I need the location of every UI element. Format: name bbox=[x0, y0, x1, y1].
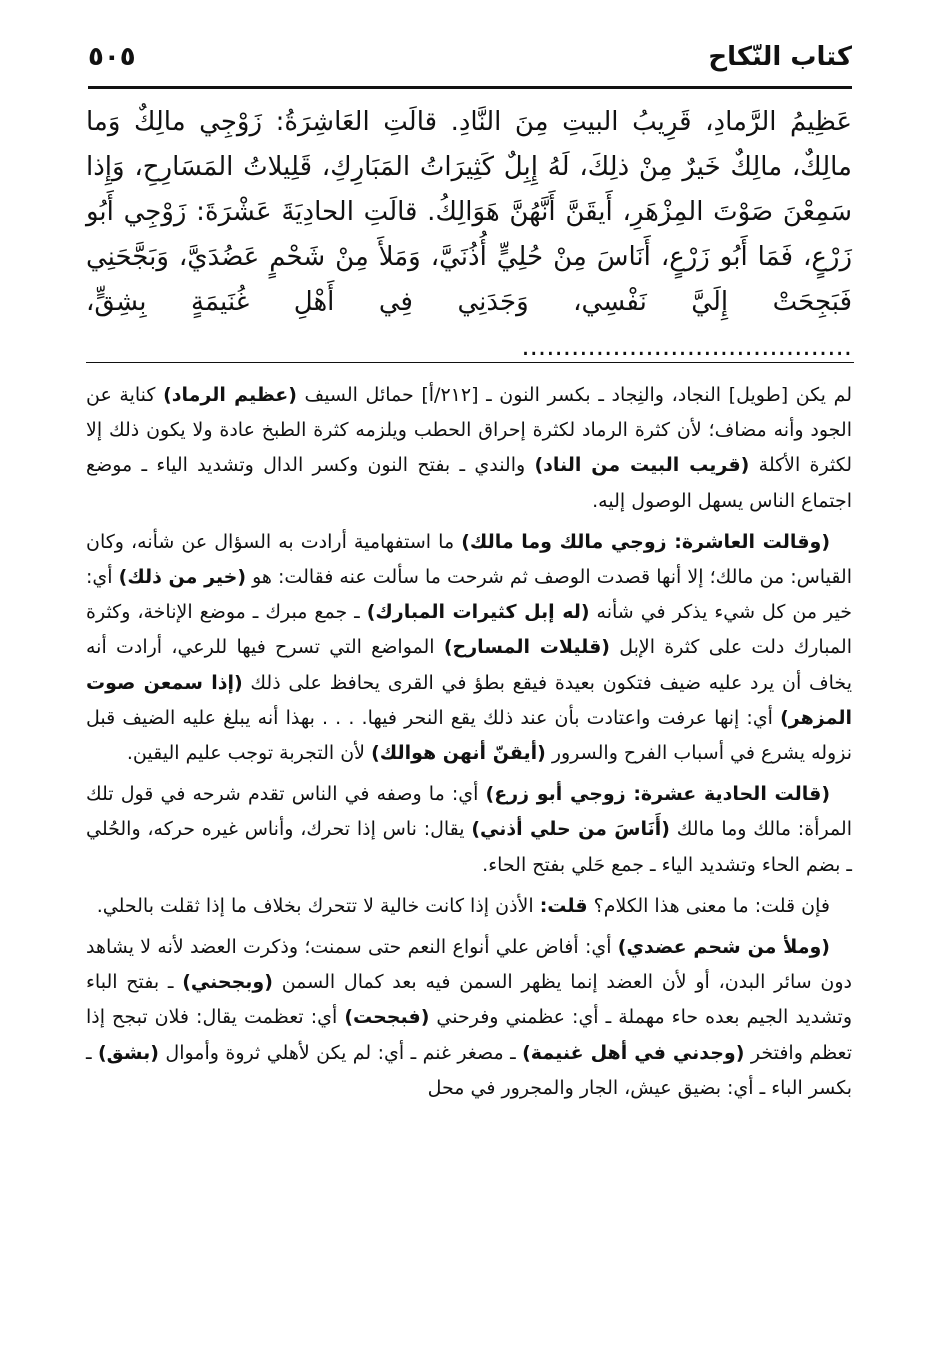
commentary-text: ـ بفتح الباء وتشديد الجيم بعده حاء مهملة ـ أي: عظمني وفرحني bbox=[86, 971, 852, 1029]
commentary bbox=[86, 378, 852, 1112]
commentary-text: والندي ـ بفتح النون وكسر الدال وتشديد الياء ـ موضع اجتماع الناس يسهل الوصول إليه. bbox=[86, 454, 852, 512]
quoted-phrase: (وبجحني) bbox=[182, 971, 273, 994]
ellipsis-dots: ........................................ bbox=[521, 332, 852, 362]
commentary-paragraph-2 bbox=[86, 525, 852, 771]
commentary-text: المواضع التي تسرح فيها للرعي، أرادت أنه يخاف أن يرد عليه ضيف فتكون بعيدة فيقع بطؤ في القرى يحافظ على ذلك bbox=[86, 636, 852, 694]
commentary-text: لم يكن [طويل] النجاد، والنِجاد ـ بكسر النون ـ [٢١٢/أ] حمائل السيف bbox=[296, 384, 853, 406]
commentary-text: أي: إنها عرفت واعتادت بأن عند ذلك يقع النحر فيها. . . . بهذا أنه يبلغ عليه الضيف قبل نزوله يشرع في أسباب الفرح والسرور bbox=[86, 706, 852, 765]
commentary-text: ما استفهامية أرادت به السؤال عن شأنه، وكان القياس: من مالك؛ إلا أنها قصدت الوصف ثم شرحت ما سألت عنه فقالت: هو bbox=[86, 530, 852, 589]
quoted-phrase: (قريب البيت من الناد) bbox=[534, 454, 750, 477]
quoted-phrase: (وجدني في أهل غنيمة) bbox=[522, 1041, 745, 1064]
commentary-text: ـ جمع مبرك ـ موضع الإناخة، وكثرة المبارك دلت على كثرة الإبل bbox=[86, 601, 852, 659]
commentary-text: ـ مصغر غنم ـ أي: لم يكن لأهلي ثروة وأموال bbox=[158, 1041, 523, 1064]
quoted-phrase: (قالت الحادية عشرة: زوجي أبو زرع) bbox=[485, 783, 831, 806]
commentary-text: أي: خير من كل شيء يذكر في شأنه bbox=[86, 566, 852, 624]
quoted-phrase: (إذا سمعن صوت المزهر) bbox=[86, 671, 852, 729]
page-number: ٥٠٥ bbox=[88, 42, 136, 72]
quoted-phrase: (وملأ من شحم عضدي) bbox=[617, 936, 830, 959]
running-header bbox=[88, 40, 852, 80]
commentary-paragraph-1 bbox=[86, 378, 852, 519]
quoted-phrase: (أَنَاسَ من حلي أذني) bbox=[471, 818, 670, 841]
commentary-paragraph-3 bbox=[86, 777, 852, 883]
commentary-text: أي: تعظمت يقال: فلان تبجح إذا تعظم وافتخر bbox=[86, 1006, 852, 1064]
quoted-phrase: (عظيم الرماد) bbox=[163, 384, 297, 406]
quoted-phrase: (فبجحت) bbox=[344, 1006, 430, 1029]
commentary-text: أي: أفاض علي أنواع النعم حتى سمنت؛ وذكرت العضد لأنه لا يشاهد دون سائر البدن، أو لأن العضد إنما يظهر السمن فيه بعد كمال السمن bbox=[86, 936, 853, 994]
hadith-body: عَظِيمُ الرَّمادِ، قَرِيبُ البيتِ مِنَ النَّادِ. قالَتِ العَاشِرَةُ: زَوْجِي مالِكٌ وَما مالِكٌ، مالِكٌ خَيرٌ مِنْ ذلِكَ، لَهُ إِبِلٌ كَثِيرَاتُ المَبَارِكِ، قَلِيلاتُ المَسَارِحِ، وَإِذا سَمِعْنَ صَوْتَ المِزْهَرِ، أَيقَنَّ أَنَّهُنَّ هَوَالِكُ. قالَتِ الحادِيَةَ عَشْرَةَ: زَوْجِي أَبُو زَرْعٍ، فَمَا أَبُو زَرْعٍ، أَنَاسَ مِنْ حُلِيٍّ أُذُنَيَّ، وَمَلأَ مِنْ شَحْمٍ عَضُدَيَّ، وَبَجَّحَنِي فَبَجِحَتْ إِلَيَّ نَفْسِي، وَجَدَنِي فِي أَهْلِ غُنَيمَةٍ بِشِقٍّ، bbox=[86, 107, 852, 317]
quoted-phrase: (بشق) bbox=[98, 1041, 159, 1064]
commentary-text: كناية عن الجود وأنه مضاف؛ لأن كثرة الرماد لكثرة إحراق الحطب ويلزمه كثرة الطبخ عادة ولا يكون ذلك إلا لكثرة الأكلة bbox=[86, 384, 853, 477]
header-rule bbox=[88, 86, 852, 89]
hadith-text bbox=[86, 100, 852, 370]
commentary-text: يقال: ناس إذا تحرك، وأناس غيره حركه، والحُلي ـ بضم الحاء وتشديد الياء ـ جمع حَلي بفتح الحاء. bbox=[86, 818, 852, 876]
book-title: كتاب النّكاح bbox=[708, 42, 852, 72]
commentary-text: أي: ما وصفه في الناس تقدم شرحه في قول تلك المرأة: مالك وما مالك bbox=[86, 783, 852, 841]
quoted-phrase: (وقالت العاشرة: زوجي مالك وما مالك) bbox=[461, 530, 831, 553]
commentary-paragraph-5 bbox=[86, 930, 852, 1106]
quoted-phrase: (أيقنّ أنهن هوالك) bbox=[371, 742, 546, 765]
commentary-text: الأذن إذا كانت خالية لا تتحرك بخلاف ما إذا ثقلت بالحلي. bbox=[96, 894, 540, 917]
quoted-phrase: (قليلات المسارح) bbox=[443, 636, 610, 659]
commentary-paragraph-4 bbox=[86, 889, 852, 924]
quoted-phrase: (له إبل كثيرات المبارك) bbox=[366, 601, 590, 624]
commentary-text: لأن التجربة توجب عليم اليقين. bbox=[126, 742, 372, 765]
commentary-text: فإن قلت: ما معنى هذا الكلام؟ bbox=[587, 894, 830, 917]
quoted-phrase: قلت: bbox=[539, 894, 588, 917]
commentary-text: ـ بكسر الباء ـ أي: بضيق عيش، الجار والمجرور في محل bbox=[86, 1041, 852, 1099]
footnote-separator bbox=[86, 362, 854, 363]
quoted-phrase: (خير من ذلك) bbox=[118, 566, 247, 589]
